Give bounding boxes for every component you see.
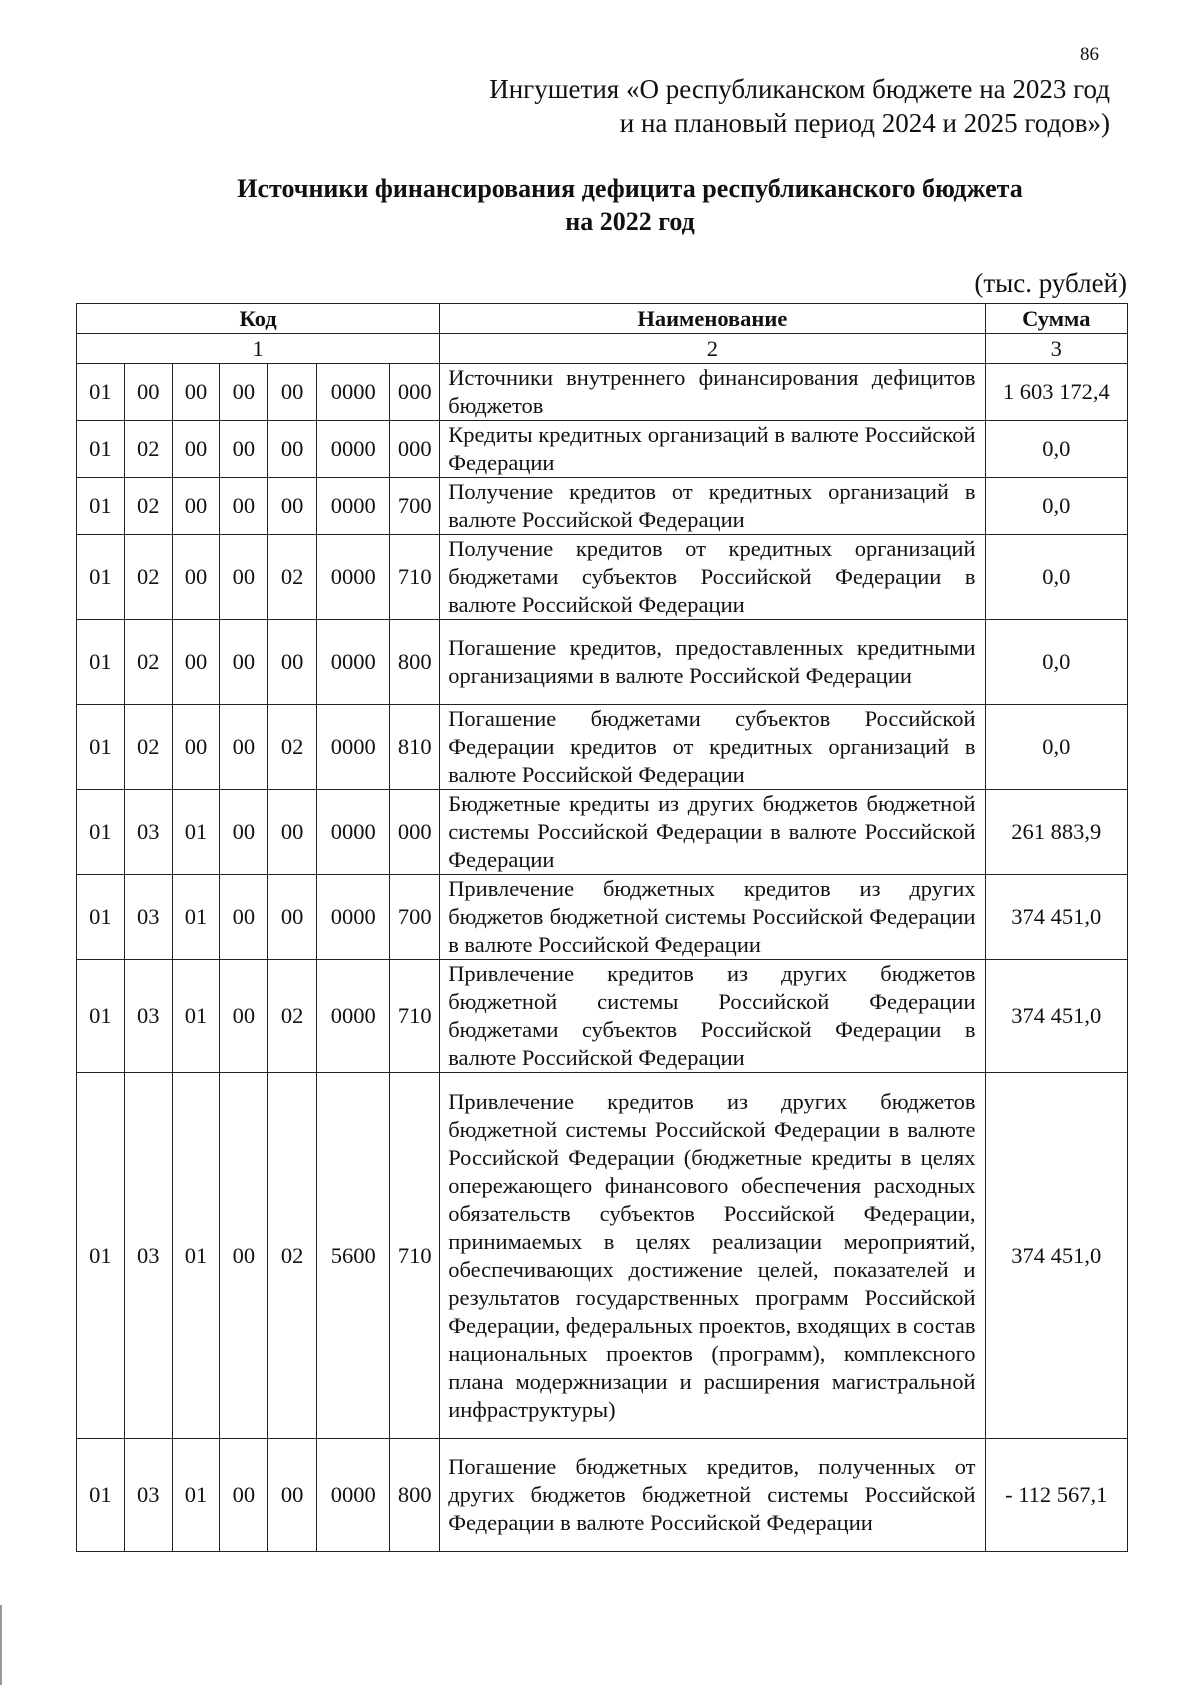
table-row xyxy=(77,1073,1128,1439)
code-segment: 00 xyxy=(220,705,268,790)
table-header-row xyxy=(77,304,1128,334)
code-segment: 02 xyxy=(268,705,317,790)
code-segment: 02 xyxy=(268,535,317,620)
row-sum: 0,0 xyxy=(985,535,1127,620)
code-segment: 01 xyxy=(77,535,125,620)
code-segment: 00 xyxy=(220,960,268,1073)
code-segment: 01 xyxy=(77,960,125,1073)
code-segment: 700 xyxy=(390,478,440,535)
code-segment: 00 xyxy=(268,790,317,875)
code-segment: 000 xyxy=(390,364,440,421)
code-segment: 00 xyxy=(268,478,317,535)
code-segment: 00 xyxy=(268,1439,317,1552)
row-sum: 374 451,0 xyxy=(985,1073,1127,1439)
table-row xyxy=(77,1439,1128,1552)
page-number: 86 xyxy=(1080,44,1099,65)
code-segment: 710 xyxy=(390,1073,440,1439)
code-segment: 0000 xyxy=(317,960,390,1073)
row-name: Привлечение кредитов из других бюджетов бюджетной системы Российской Федерации в валюте Российской Федерации (бюджетные кредиты в целях опережающего финансового обеспечения расходных обязательств субъектов Российской Федерации, принимаемых в целях реализации мероприятий, обеспечивающих достижение целей, показателей и результатов государственных программ Российской Федерации, федеральных проектов, входящих в состав национальных проектов (программ), комплексного плана модержнизации и расширения магистральной инфраструктуры) xyxy=(440,1073,985,1439)
document-title xyxy=(110,172,1150,238)
code-segment: 02 xyxy=(124,421,172,478)
row-name: Получение кредитов от кредитных организаций бюджетами субъектов Российской Федерации в валюте Российской Федерации xyxy=(440,535,985,620)
table-row xyxy=(77,535,1128,620)
code-segment: 000 xyxy=(390,790,440,875)
table-row xyxy=(77,478,1128,535)
code-segment: 02 xyxy=(268,960,317,1073)
table-row xyxy=(77,790,1128,875)
column-number-name: 2 xyxy=(440,334,985,364)
row-name: Погашение бюджетами субъектов Российской Федерации кредитов от кредитных организаций в валюте Российской Федерации xyxy=(440,705,985,790)
row-sum: 1 603 172,4 xyxy=(985,364,1127,421)
code-segment: 00 xyxy=(220,620,268,705)
row-name: Погашение кредитов, предоставленных кредитными организациями в валюте Российской Федерации xyxy=(440,620,985,705)
code-segment: 00 xyxy=(220,1439,268,1552)
table-row xyxy=(77,875,1128,960)
header-sum: Сумма xyxy=(985,304,1127,334)
code-segment: 000 xyxy=(390,421,440,478)
column-number-sum: 3 xyxy=(985,334,1127,364)
code-segment: 02 xyxy=(124,620,172,705)
units-label: (тыс. рублей) xyxy=(974,268,1127,298)
code-segment: 03 xyxy=(124,790,172,875)
code-segment: 03 xyxy=(124,960,172,1073)
code-segment: 02 xyxy=(124,535,172,620)
row-name: Кредиты кредитных организаций в валюте Российской Федерации xyxy=(440,421,985,478)
row-sum: 0,0 xyxy=(985,620,1127,705)
code-segment: 00 xyxy=(268,364,317,421)
code-segment: 01 xyxy=(77,421,125,478)
code-segment: 01 xyxy=(77,875,125,960)
code-segment: 0000 xyxy=(317,364,390,421)
code-segment: 00 xyxy=(220,421,268,478)
code-segment: 01 xyxy=(77,478,125,535)
code-segment: 01 xyxy=(172,875,220,960)
code-segment: 810 xyxy=(390,705,440,790)
code-segment: 0000 xyxy=(317,875,390,960)
code-segment: 01 xyxy=(172,960,220,1073)
code-segment: 00 xyxy=(220,364,268,421)
code-segment: 02 xyxy=(124,478,172,535)
column-number-row xyxy=(77,334,1128,364)
code-segment: 03 xyxy=(124,875,172,960)
code-segment: 01 xyxy=(172,1073,220,1439)
law-reference-line-1: Ингушетия «О республиканском бюджете на 2023 год xyxy=(489,74,1110,104)
row-name: Получение кредитов от кредитных организаций в валюте Российской Федерации xyxy=(440,478,985,535)
code-segment: 00 xyxy=(124,364,172,421)
row-sum: 374 451,0 xyxy=(985,960,1127,1073)
row-sum: 261 883,9 xyxy=(985,790,1127,875)
code-segment: 700 xyxy=(390,875,440,960)
code-segment: 00 xyxy=(172,535,220,620)
row-sum: 374 451,0 xyxy=(985,875,1127,960)
code-segment: 00 xyxy=(220,1073,268,1439)
code-segment: 800 xyxy=(390,1439,440,1552)
code-segment: 01 xyxy=(77,705,125,790)
code-segment: 02 xyxy=(124,705,172,790)
code-segment: 00 xyxy=(268,620,317,705)
code-segment: 00 xyxy=(220,535,268,620)
table-row xyxy=(77,705,1128,790)
code-segment: 00 xyxy=(172,364,220,421)
row-name: Погашение бюджетных кредитов, полученных от других бюджетов бюджетной системы Российской Федерации в валюте Российской Федерации xyxy=(440,1439,985,1552)
code-segment: 01 xyxy=(77,790,125,875)
code-segment: 0000 xyxy=(317,620,390,705)
table-row xyxy=(77,364,1128,421)
code-segment: 0000 xyxy=(317,421,390,478)
code-segment: 01 xyxy=(77,364,125,421)
code-segment: 03 xyxy=(124,1073,172,1439)
code-segment: 0000 xyxy=(317,705,390,790)
code-segment: 01 xyxy=(172,1439,220,1552)
scan-edge-mark xyxy=(0,1605,2,1685)
code-segment: 00 xyxy=(172,421,220,478)
code-segment: 0000 xyxy=(317,790,390,875)
code-segment: 02 xyxy=(268,1073,317,1439)
document-title-line-1: Источники финансирования дефицита республиканского бюджета xyxy=(237,174,1023,203)
code-segment: 00 xyxy=(220,875,268,960)
code-segment: 01 xyxy=(172,790,220,875)
row-name: Бюджетные кредиты из других бюджетов бюджетной системы Российской Федерации в валюте Российской Федерации xyxy=(440,790,985,875)
code-segment: 0000 xyxy=(317,478,390,535)
code-segment: 00 xyxy=(172,620,220,705)
table-row xyxy=(77,421,1128,478)
code-segment: 00 xyxy=(220,790,268,875)
header-name: Наименование xyxy=(440,304,985,334)
code-segment: 00 xyxy=(268,875,317,960)
code-segment: 01 xyxy=(77,1439,125,1552)
row-sum: 0,0 xyxy=(985,478,1127,535)
law-reference-line-2: и на плановый период 2024 и 2025 годов») xyxy=(619,108,1110,138)
code-segment: 710 xyxy=(390,960,440,1073)
row-sum: 0,0 xyxy=(985,421,1127,478)
row-name: Привлечение бюджетных кредитов из других бюджетов бюджетной системы Российской Федерации в валюте Российской Федерации xyxy=(440,875,985,960)
row-sum: 0,0 xyxy=(985,705,1127,790)
code-segment: 0000 xyxy=(317,535,390,620)
code-segment: 0000 xyxy=(317,1439,390,1552)
document-title-line-2: на 2022 год xyxy=(565,207,695,236)
code-segment: 03 xyxy=(124,1439,172,1552)
code-segment: 00 xyxy=(268,421,317,478)
table-row xyxy=(77,960,1128,1073)
code-segment: 00 xyxy=(220,478,268,535)
row-sum: - 112 567,1 xyxy=(985,1439,1127,1552)
code-segment: 800 xyxy=(390,620,440,705)
code-segment: 01 xyxy=(77,620,125,705)
code-segment: 01 xyxy=(77,1073,125,1439)
code-segment: 00 xyxy=(172,705,220,790)
header-code: Код xyxy=(77,304,440,334)
financing-sources-table xyxy=(76,303,1128,1552)
column-number-code: 1 xyxy=(77,334,440,364)
row-name: Источники внутреннего финансирования дефицитов бюджетов xyxy=(440,364,985,421)
table-row xyxy=(77,620,1128,705)
row-name: Привлечение кредитов из других бюджетов бюджетной системы Российской Федерации бюджетами субъектов Российской Федерации в валюте Российской Федерации xyxy=(440,960,985,1073)
code-segment: 00 xyxy=(172,478,220,535)
code-segment: 5600 xyxy=(317,1073,390,1439)
code-segment: 710 xyxy=(390,535,440,620)
